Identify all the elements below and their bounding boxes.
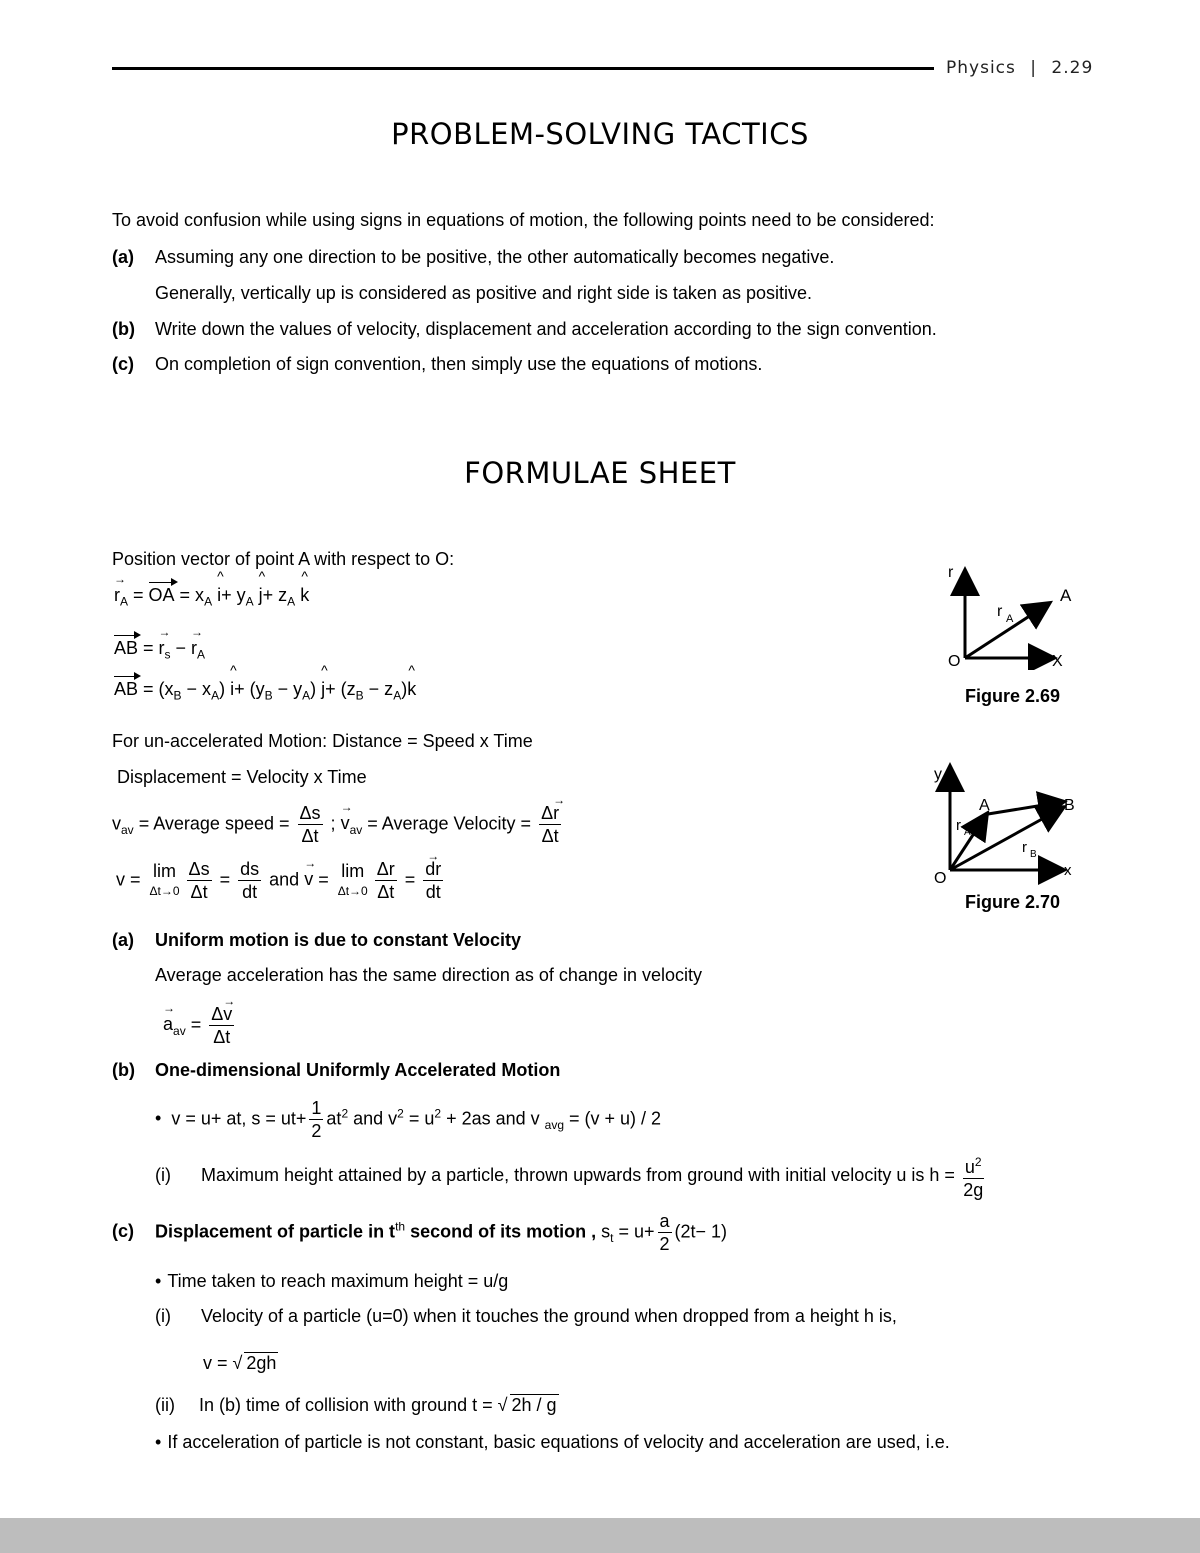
section-b-title: One-dimensional Uniformly Accelerated Motion: [155, 1060, 561, 1080]
section-c-ii: (ii) In (b) time of collision with ground t = √ 2h / g: [155, 1395, 557, 1415]
and-word: and: [269, 869, 300, 890]
section-c-label: (c): [112, 1221, 134, 1242]
fig69-label-ra-sub: A: [1006, 613, 1014, 625]
figure-2-70-diagram: [930, 760, 1080, 885]
tactics-item-b: Write down the values of velocity, displacement and acceleration according to the sign convention.: [155, 319, 937, 339]
formula-instantaneous-velocity: v = lim Δt→0 $\frac{\Delta s}{\Delta t}$ = $\frac{ds}{dt}$ and → v = lim Δt→0 $\frac{\Delta r}{\Delta t}$ = → $\frac{dr}{dt}$: [116, 858, 446, 903]
position-vector-intro: Position vector of point A with respect to O:: [112, 549, 455, 569]
formula-average-speed-velocity: $v_{av}$ = Average speed = $\frac{\Delta s}{\Delta t}$ ; → $v_{av}$ = Average Velocity = $\frac{\Delta\to r}{\Delta t}$: [112, 802, 564, 847]
section-c: (c) Displacement of particle in $t^{th}$ second of its motion , $s_t = u+$ $\frac{a}{2}$ (2t− 1): [112, 1211, 728, 1254]
section-a-description: Average acceleration has the same direction as of change in velocity: [155, 965, 702, 985]
tactics-item-a-note: Generally, vertically up is considered as positive and right side is taken as positive.: [155, 283, 812, 303]
tactics-item-label-b: (b): [112, 319, 135, 339]
fig70-label-b: B: [1064, 797, 1075, 814]
header-rule: [112, 67, 934, 70]
section-c-i-text: Velocity of a particle (u=0) when it touches the ground when dropped from a height h is,: [201, 1306, 897, 1326]
bullet-non-constant-acceleration: • If acceleration of particle is not constant, basic equations of velocity and acceleration are used, i.e.: [155, 1432, 950, 1452]
formula-position-vector: → $r_A$ = OA = $x_A$ ^ $i+ y_A$ ^ $j+ z_A$ ^ k: [114, 585, 309, 609]
figure-2-69-caption: Figure 2.69: [965, 686, 1061, 706]
formula-kinematic-equations: • v = u+ at, s = ut+ $\frac{1}{2}$ $at^2$ and $v^2 = u^2 + 2as$ and v $_{avg}$ = (v + u) / 2: [155, 1098, 662, 1141]
formula-ab-components: AB = $(x_B - x_A)$ ^ $i+ (y_B - y_A)$ ^ $j+ (z_B$ − $z_A)\^{}$ k: [114, 679, 416, 703]
section-c-title-post: second of its motion ,: [410, 1221, 597, 1242]
section-a-title: Uniform motion is due to constant Velocity: [155, 930, 522, 950]
formula-ab-difference: AB = → $r_s$ − → $r_A$: [114, 638, 205, 662]
footer-bar: [0, 1518, 1200, 1553]
section-b-i: (i) Maximum height attained by a particle, thrown upwards from ground with initial velocity u is h = $\frac{u^2}{2g}$: [155, 1151, 987, 1201]
tactics-intro: To avoid confusion while using signs in equations of motion, the following points need to be considered:: [112, 210, 935, 230]
fig70-ab-vector: [988, 802, 1062, 814]
fig69-label-o: O: [948, 653, 961, 670]
bullet-time-to-max-height: • Time taken to reach maximum height = u/g: [155, 1271, 509, 1291]
fig70-label-rb-sub: B: [1030, 849, 1037, 860]
section-c-i-label: (i): [155, 1306, 171, 1326]
fig70-label-ra: r: [956, 817, 961, 834]
header-separator: |: [1030, 58, 1038, 78]
section-c-ii-label: (ii): [155, 1395, 175, 1415]
section-b-i-label: (i): [155, 1164, 171, 1185]
unaccelerated-motion: For un-accelerated Motion: Distance = Speed x Time: [112, 731, 533, 751]
section-c-title-pre: Displacement of particle in t: [155, 1221, 396, 1242]
section-b-label: (b): [112, 1060, 135, 1080]
fig70-label-o: O: [934, 870, 947, 885]
section-title-tactics: PROBLEM-SOLVING TACTICS: [391, 117, 809, 151]
figure-2-69-diagram: [930, 560, 1080, 670]
section-b-i-text: Maximum height attained by a particle, thrown upwards from ground with initial velocity u is: [201, 1164, 925, 1185]
fig70-label-rb: r: [1022, 839, 1027, 856]
header-page-number: 2.29: [1051, 58, 1094, 78]
fig70-label-ra-sub: A: [964, 827, 971, 838]
avg-speed-label: = Average speed =: [138, 813, 290, 834]
fig70-label-y: y: [934, 766, 942, 783]
tactics-item-a: Assuming any one direction to be positive, the other automatically becomes negative.: [155, 247, 835, 267]
fig70-rb-vector: [950, 808, 1062, 870]
fig69-label-r: r: [948, 564, 954, 581]
fig69-label-ra: r: [997, 603, 1003, 620]
fig69-label-x: X: [1052, 653, 1063, 670]
displacement-formula: Displacement = Velocity x Time: [117, 767, 367, 787]
header-subject: Physics: [946, 58, 1016, 78]
section-c-title-sup: th: [395, 1219, 406, 1234]
running-header: [946, 58, 1093, 78]
bullet-time-text: Time taken to reach maximum height = u/g: [167, 1271, 509, 1291]
tactics-item-c: On completion of sign convention, then simply use the equations of motions.: [155, 354, 763, 374]
fig70-label-a: A: [979, 797, 990, 814]
formula-average-acceleration: → $a_{av}$ = $\frac{\Delta\to v}{\Delta t}$: [163, 1003, 237, 1048]
avg-velocity-label: = Average Velocity =: [367, 813, 532, 834]
section-c-ii-text: In (b) time of collision with ground: [199, 1395, 468, 1415]
section-title-formulae: FORMULAE SHEET: [464, 456, 736, 490]
section-c-i: [155, 1306, 897, 1327]
figure-2-70-caption: Figure 2.70: [965, 892, 1061, 912]
fig70-label-x: x: [1064, 862, 1072, 879]
tactics-item-label-a: (a): [112, 247, 134, 267]
formula-velocity-drop: v = √ 2gh: [203, 1353, 277, 1373]
tactics-item-label-c: (c): [112, 354, 134, 374]
fig69-label-a: A: [1060, 586, 1072, 605]
bullet-accel-text: If acceleration of particle is not constant, basic equations of velocity and acceleration are used, i.e.: [167, 1432, 950, 1452]
section-a-label: (a): [112, 930, 134, 950]
